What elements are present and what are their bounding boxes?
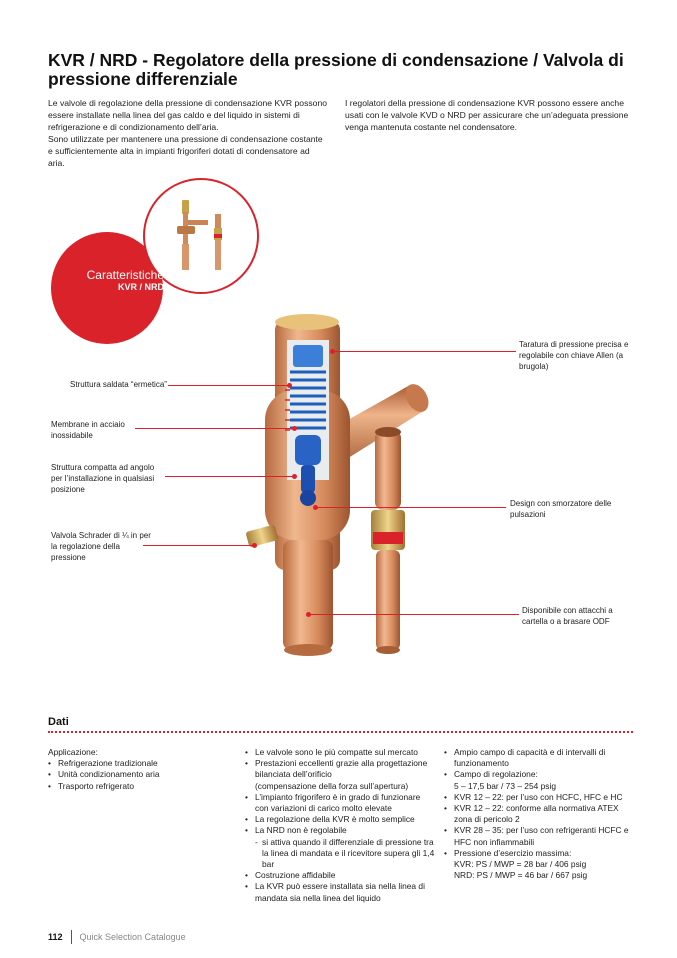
callout-hermetic-line — [168, 385, 290, 386]
list-item: KVR: PS / MWP = 28 bar / 406 psig — [454, 859, 587, 870]
callout-taratura-dot — [330, 349, 335, 354]
list-item: • Pressione d’esercizio massima: — [444, 848, 634, 859]
intro-left — [48, 97, 328, 169]
callout-damper-line — [316, 507, 506, 508]
data-column-specs — [444, 747, 634, 881]
badge-line1: Caratteristiche — [86, 268, 164, 282]
list-item: • Costruzione affidabile — [245, 870, 435, 881]
footer-separator — [71, 930, 72, 944]
callout-membrane: Membrane in acciaio inossidabile — [51, 420, 125, 440]
list-item: • KVR 12 – 22: conforme alla normativa ATEX zona di pericolo 2 — [444, 803, 634, 825]
callout-schrader-line — [143, 545, 255, 546]
applications-list — [48, 758, 218, 792]
list-item: • Prestazioni eccellenti grazie alla progettazione bilanciata dell’orificio — [245, 758, 435, 780]
list-item: • Campo di regolazione: — [444, 769, 634, 780]
list-item: • KVR 12 – 22: per l’uso con HCFC, HFC e HC — [444, 792, 634, 803]
intro-right-p1: I regolatori della pressione di condensazione KVR possono essere anche usati con le valvole KVD o NRD per assicurare che un’adeguata pressione venga mantenuta costante nel condensatore. — [345, 98, 629, 132]
list-item: • La regolazione della KVR è molto semplice — [245, 814, 435, 825]
intro-left-p2: Sono utilizzate per mantenere una pressione di condensazione costante e sufficientemente alta in impianti frigoriferi dotati di condensatore ad aria. — [48, 134, 323, 168]
callout-taratura-line — [333, 351, 516, 352]
callout-schrader-dot — [252, 543, 257, 548]
callout-hermetic-dot — [287, 383, 292, 388]
list-item: • Ampio campo di capacità e di intervalli di funzionamento — [444, 747, 634, 769]
list-item: • Trasporto refrigerato — [48, 781, 218, 792]
specs-list — [444, 747, 634, 881]
page-number: 112 — [48, 932, 63, 942]
callout-compact-line — [165, 476, 295, 477]
callout-compact: Struttura compatta ad angolo per l’installazione in qualsiasi posizione — [51, 463, 155, 494]
list-item: • Unità condizionamento aria — [48, 769, 218, 780]
list-item: NRD: PS / MWP = 46 bar / 667 psig — [454, 870, 588, 881]
data-column-applications — [48, 747, 218, 792]
features-list — [245, 747, 435, 904]
applications-heading: Applicazione: — [48, 747, 98, 757]
list-item: - si attiva quando il differenziale di pressione tra la linea di mandata e il ricevitore supera gli 1,4 bar — [245, 837, 435, 871]
callout-membrane-line — [135, 428, 295, 429]
list-item: 5 – 17,5 bar / 73 – 254 psig — [454, 780, 556, 791]
list-item: • L’impianto frigorifero è in grado di funzionare con variazioni di carico molto elevate — [245, 792, 435, 814]
page-footer — [48, 930, 186, 944]
list-item: • La NRD non è regolabile — [245, 825, 435, 836]
callout-connections: Disponibile con attacchi a cartella o a brasare ODF — [522, 606, 613, 626]
callout-compact-dot — [292, 474, 297, 479]
list-item: • KVR 28 – 35: per l’uso con refrigeranti HCFC e HFC non infiammabili — [444, 825, 634, 847]
catalog-name: Quick Selection Catalogue — [79, 932, 186, 942]
callout-membrane-dot — [292, 426, 297, 431]
callout-connections-line — [309, 614, 519, 615]
list-item: • Refrigerazione tradizionale — [48, 758, 218, 769]
page-title: KVR / NRD - Regolatore della pressione di condensazione / Valvola di pressione differenziale — [48, 50, 624, 89]
badge-line2: KVR / NRD — [117, 282, 164, 292]
list-item: • La KVR può essere installata sia nella linea di mandata sia nella linea del liquido — [245, 881, 435, 903]
callout-taratura: Taratura di pressione precisa e regolabile con chiave Allen (a brugola) — [519, 340, 629, 371]
intro-right — [345, 97, 635, 133]
data-section-title: Dati — [48, 716, 69, 728]
intro-left-p1: Le valvole di regolazione della pressione di condensazione KVR possono essere installate nella linea del gas caldo e del liquido in sistemi di refrigerazione e di condizionamento dell’aria. — [48, 98, 328, 132]
valve-cutaway-image — [235, 310, 475, 660]
callout-hermetic: Struttura saldata “ermetica” — [70, 380, 167, 389]
list-item: (compensazione della forza sull’apertura) — [255, 780, 409, 791]
callout-damper: Design con smorzatore delle pulsazioni — [510, 499, 612, 519]
data-column-features — [245, 747, 435, 904]
data-section-divider — [48, 731, 633, 733]
callout-damper-dot — [313, 505, 318, 510]
product-thumbnail-image — [158, 190, 248, 280]
callout-schrader: Valvola Schrader di ¼ in per la regolazione della pressione — [51, 531, 151, 562]
callout-connections-dot — [306, 612, 311, 617]
features-badge-label — [64, 268, 164, 293]
list-item: • Le valvole sono le più compatte sul mercato — [245, 747, 435, 758]
